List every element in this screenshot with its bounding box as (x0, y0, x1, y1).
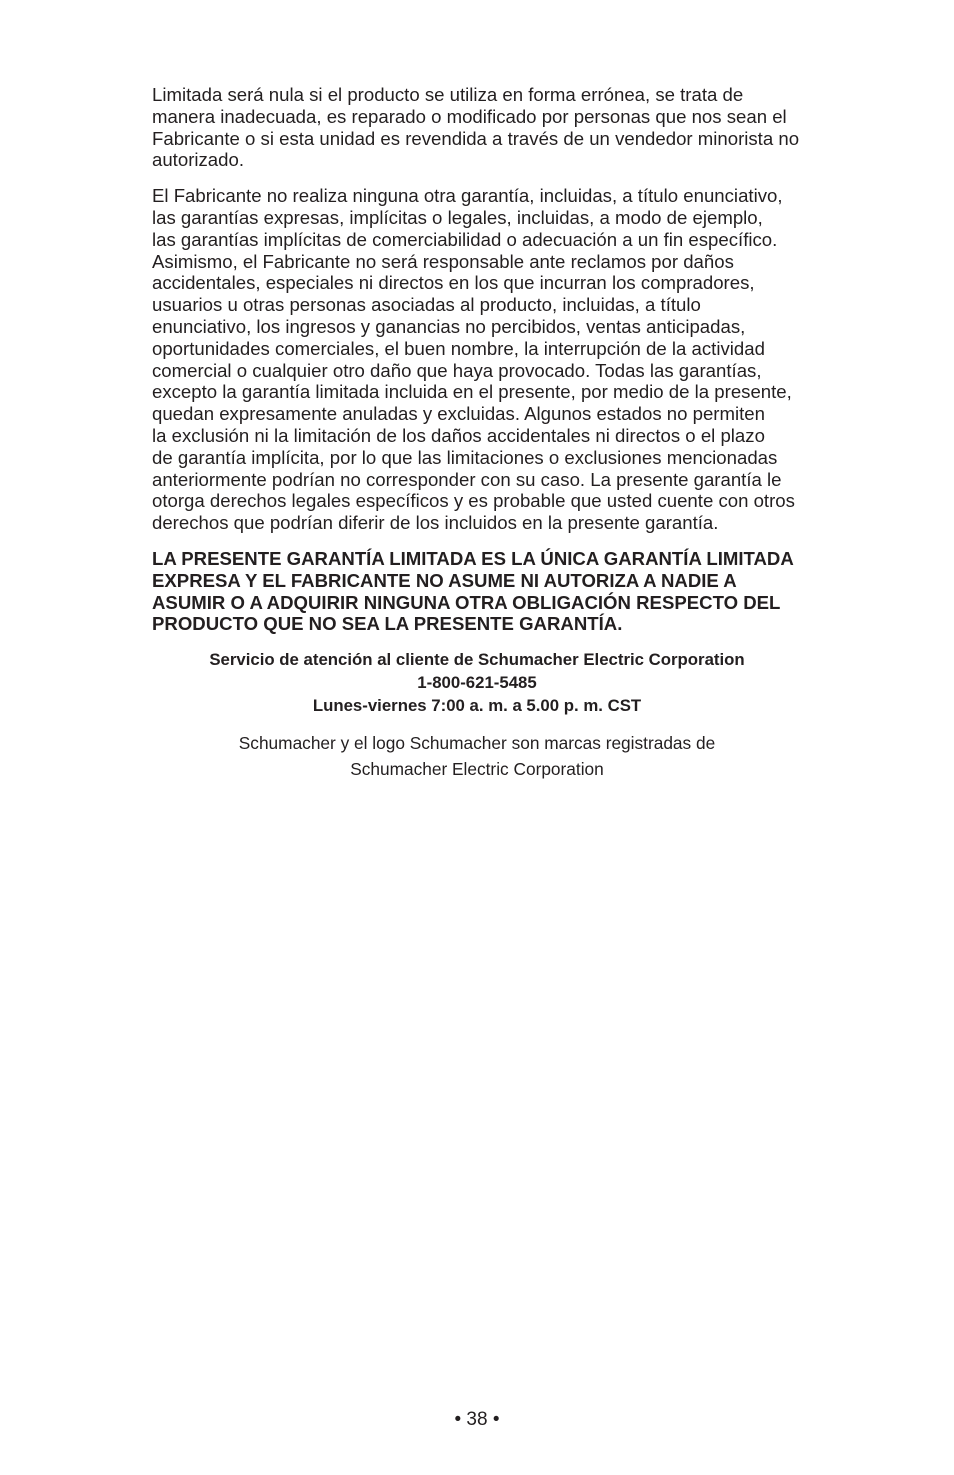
text-line: quedan expresamente anuladas y excluidas. Algunos estados no permiten (152, 403, 765, 425)
trademark-line-2: Schumacher Electric Corporation (350, 759, 604, 780)
text-line: autorizado. (152, 149, 244, 171)
text-line: ASUMIR O A ADQUIRIR NINGUNA OTRA OBLIGACIÓN RESPECTO DEL (152, 591, 781, 613)
warranty-paragraph-1 (152, 84, 882, 171)
text-line: otorga derechos legales específicos y es probable que usted cuente con otros (152, 490, 795, 512)
text-line: usuarios u otras personas asociadas al producto, incluidas, a título (152, 294, 701, 316)
text-line: excepto la garantía limitada incluida en el presente, por medio de la presente, (152, 381, 792, 403)
text-line: PRODUCTO QUE NO SEA LA PRESENTE GARANTÍA. (152, 613, 623, 635)
text-line: de garantía implícita, por lo que las limitaciones o exclusiones mencionadas (152, 446, 778, 468)
customer-service-block (152, 648, 802, 717)
text-line: LA PRESENTE GARANTÍA LIMITADA ES LA ÚNICA GARANTÍA LIMITADA (152, 547, 794, 569)
text-line: oportunidades comerciales, el buen nombre, la interrupción de la actividad (152, 337, 765, 359)
customer-service-title: Servicio de atención al cliente de Schumacher Electric Corporation (209, 650, 745, 670)
text-line: EXPRESA Y EL FABRICANTE NO ASUME NI AUTORIZA A NADIE A (152, 569, 737, 591)
text-line: manera inadecuada, es reparado o modificado por personas que nos sean el (152, 105, 787, 127)
text-line: las garantías expresas, implícitas o legales, incluidas, a modo de ejemplo, (152, 206, 763, 228)
text-line: Asimismo, el Fabricante no será responsable ante reclamos por daños (152, 250, 734, 272)
text-line: anteriormente podrían no corresponder con su caso. La presente garantía le (152, 468, 782, 490)
text-line: accidentales, especiales ni directos en los que incurran los compradores, (152, 272, 755, 294)
trademark-notice (152, 730, 802, 782)
text-line: las garantías implícitas de comerciabilidad o adecuación a un fin específico. (152, 228, 778, 250)
text-line: derechos que podrían diferir de los incluidos en la presente garantía. (152, 512, 719, 534)
trademark-line-1: Schumacher y el logo Schumacher son marcas registradas de (238, 733, 716, 754)
text-line: El Fabricante no realiza ninguna otra garantía, incluidas, a título enunciativo, (152, 185, 783, 207)
text-line: la exclusión ni la limitación de los daños accidentales ni directos o el plazo (152, 424, 765, 446)
limited-warranty-statement (152, 548, 882, 635)
document-body (152, 84, 882, 782)
warranty-paragraph-2 (152, 185, 882, 534)
text-line: Limitada será nula si el producto se utiliza en forma errónea, se trata de (152, 84, 744, 105)
text-line: Fabricante o si esta unidad es revendida a través de un vendedor minorista no (152, 127, 800, 149)
customer-service-hours: Lunes-viernes 7:00 a. m. a 5.00 p. m. CST (312, 696, 642, 716)
text-line: enunciativo, los ingresos y ganancias no percibidos, ventas anticipadas, (152, 315, 746, 337)
customer-service-phone: 1-800-621-5485 (417, 673, 537, 693)
text-line: comercial o cualquier otro daño que haya provocado. Todas las garantías, (152, 359, 762, 381)
page-number: • 38 • (454, 1409, 500, 1430)
